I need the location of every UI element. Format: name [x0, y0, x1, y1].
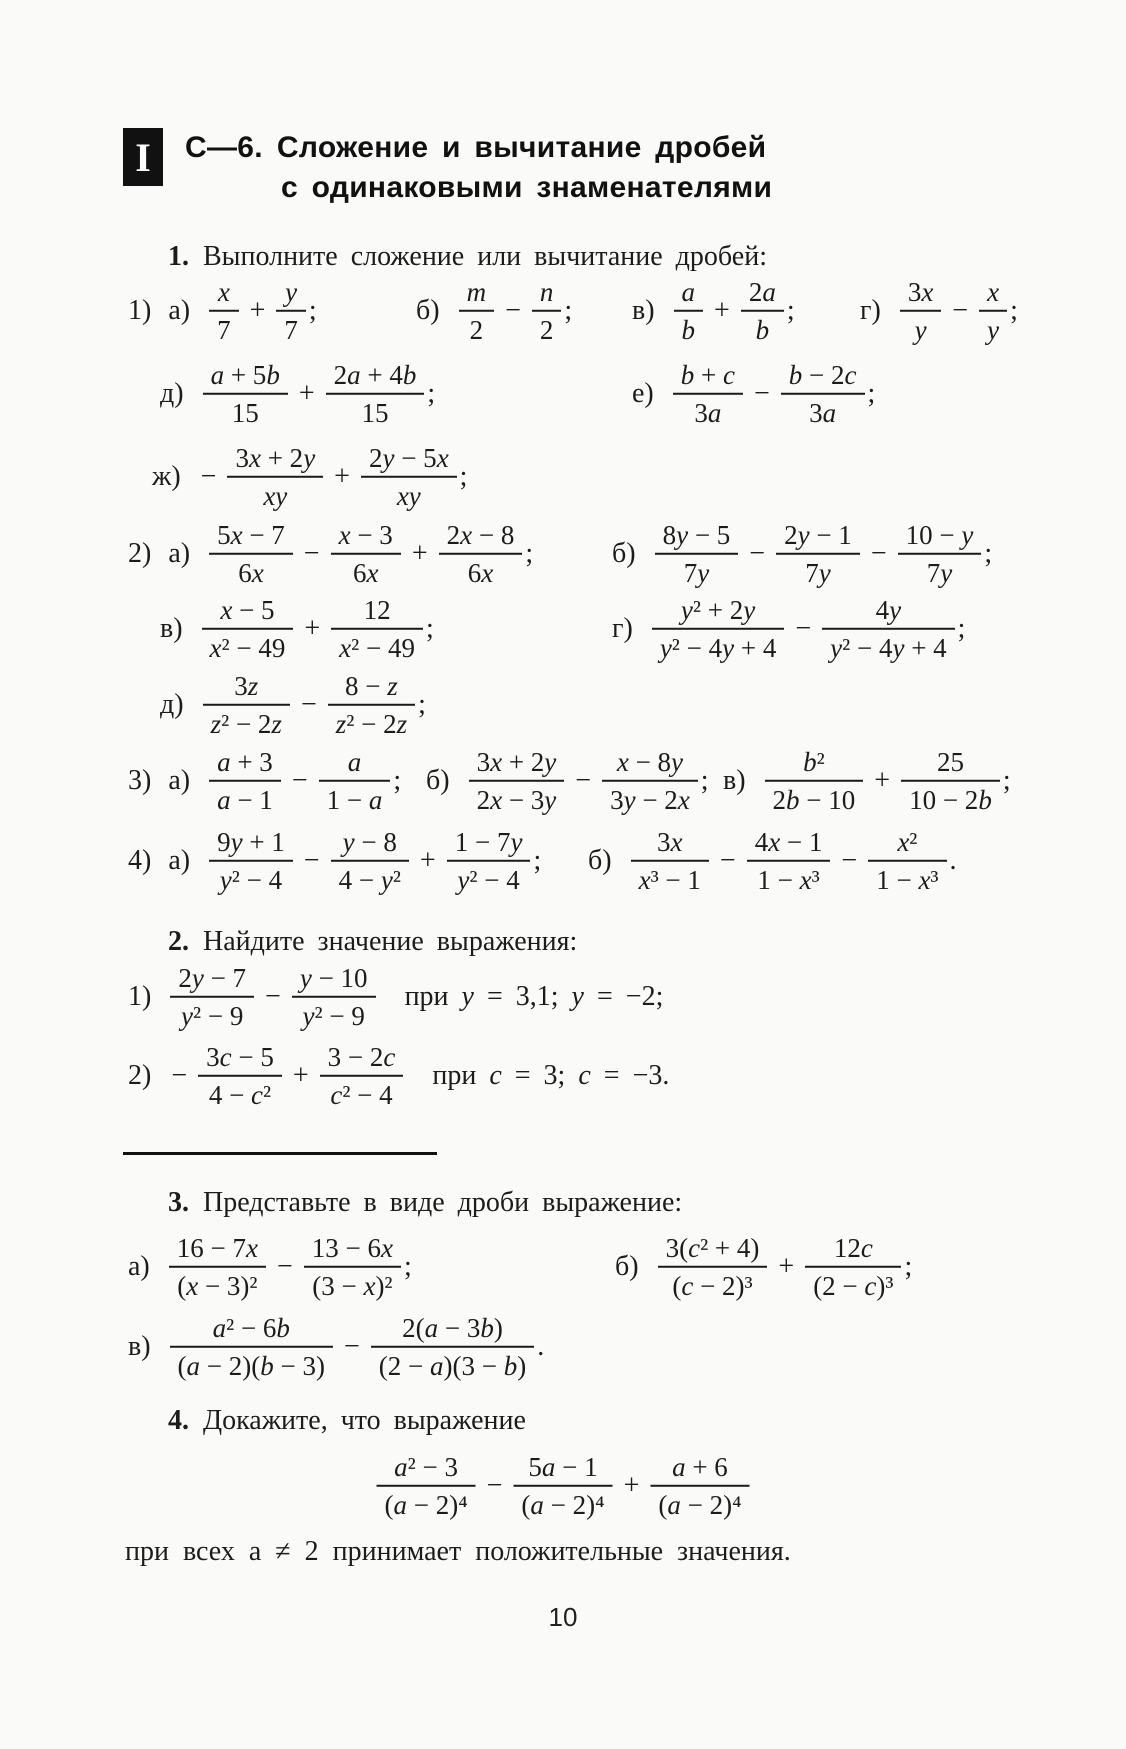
item-1-2g: г) $\frac{\text{y² + 2y}}{\text{y² − 4y + 4}}$ − $\frac{4y}{\text{y² − 4y + 4}}$ ; [612, 594, 966, 663]
item-2-1: 1) $\frac{2y - 7}{\text{y² − 9}}$ − $\frac{y - 10}{\text{y² − 9}}$ при y = 3,1; y = −2; [128, 962, 664, 1031]
p2-line-2 [0, 1036, 1126, 1116]
item-2-2: 2) − $\frac{3c - 5}{\text{4 − c²}}$ + $\frac{3 - 2c}{\text{c² − 4}}$ при c = 3; c = −3. [128, 1041, 670, 1110]
item-1-1e: е) $\frac{b + c}{3a}$ − $\frac{b - 2c}{3a}$ ; [632, 359, 876, 428]
p4-expression-line [0, 1443, 1126, 1529]
problem-2-heading [168, 925, 577, 959]
problem-3-intro: Представьте в виде дроби выражение: [203, 1187, 683, 1218]
section-title-line1 [185, 128, 772, 168]
p1-line-4 [0, 515, 1126, 593]
variant-marker [123, 128, 163, 186]
item-1-3a: 3) а) $\frac{a + 3}{a - 1}$ − $\frac{a}{1 - a}$ ; [128, 746, 402, 815]
item-1-4a: 4) а) $\frac{9y + 1}{\text{y² − 4}}$ − $\frac{y - 8}{\text{4 − y²}}$ + $\frac{1 - 7y}{\text{y² − 4}}$ ; [128, 826, 542, 895]
item-1-3v: в) $\frac{\text{b²}}{2b - 10}$ + $\frac{25}{10 - 2b}$ ; [723, 746, 1011, 815]
problem-1-intro: Выполните сложение или вычитание дробей: [203, 241, 767, 272]
section-title-line2: с одинаковыми знаменателями [281, 171, 773, 204]
problem-2-intro: Найдите значение выражения: [203, 926, 578, 957]
problem-2-number: 2. [168, 926, 189, 957]
item-3-a: а) $\frac{16 - 7x}{\text{(x − 3)²}}$ − $\frac{13 - 6x}{\text{(3 − x)²}}$ ; [128, 1232, 412, 1301]
problem-4-intro: Докажите, что выражение [203, 1405, 526, 1436]
p1-line-6 [0, 665, 1126, 745]
item-1-1d: д) $\frac{a + 5b}{15}$ + $\frac{2a + 4b}{15}$ ; [160, 359, 436, 428]
p1-line-2 [0, 355, 1126, 433]
p3-line-2 [0, 1305, 1126, 1389]
item-1-1v: в) $\frac{a}{b}$ + $\frac{2a}{b}$ ; [632, 276, 795, 345]
item-1-3b: б) $\frac{3x + 2y}{2x - 3y}$ − $\frac{x - 8y}{3y - 2x}$ ; [426, 746, 709, 815]
variant-separator-line [123, 1152, 437, 1155]
p1-line-8 [0, 820, 1126, 902]
item-1-2d: д) $\frac{3z}{\text{z² − 2z}}$ − $\frac{8 - z}{\text{z² − 2z}}$ ; [160, 670, 426, 739]
problem-1-heading [168, 240, 767, 274]
item-3-b: б) $\frac{\text{3(c² + 4)}}{\text{(c − 2)³}}$ + $\frac{12c}{\text{(2 − c)³}}$ ; [615, 1232, 913, 1301]
p3-line-1 [0, 1225, 1126, 1309]
problem-4-heading [168, 1404, 526, 1438]
item-1-2v: в) $\frac{x - 5}{\text{x² − 49}}$ + $\frac{12}{\text{x² − 49}}$ ; [160, 594, 434, 663]
p1-line-5 [0, 589, 1126, 669]
problem-3-number: 3. [168, 1187, 189, 1218]
problem-4-outro: при всех a ≠ 2 принимает положительные значения. [125, 1536, 791, 1567]
section-title-text: Сложение и вычитание дробей [276, 131, 767, 164]
p1-line-3 [0, 438, 1126, 516]
item-1-1b: б) $\frac{m}{2}$ − $\frac{n}{2}$ ; [416, 276, 573, 345]
variant-number: I [135, 134, 151, 180]
item-1-2b: б) $\frac{8y - 5}{7y}$ − $\frac{2y - 1}{7y}$ − $\frac{10 - y}{7y}$ ; [612, 519, 993, 588]
p2-line-1 [0, 958, 1126, 1036]
problem-3-heading [168, 1186, 682, 1220]
item-1-4b: б) $\frac{3x}{\text{x³ − 1}}$ − $\frac{4x - 1}{\text{1 − x³}}$ − $\frac{\text{x²}}{\text{1 − x³}}$ . [588, 826, 957, 895]
item-1-2a: 2) а) $\frac{5x - 7}{6x}$ − $\frac{x - 3}{6x}$ + $\frac{2x - 8}{6x}$ ; [128, 519, 534, 588]
section-header [123, 128, 772, 208]
section-code: С—6. [185, 131, 263, 164]
p1-line-1 [0, 272, 1126, 350]
item-1-1zh: ж) − $\frac{3x + 2y}{xy}$ + $\frac{2y - 5x}{xy}$ ; [152, 442, 468, 511]
problem-4-number: 4. [168, 1405, 189, 1436]
item-3-v: в) $\frac{\text{a² − 6b}}{(a - 2)(b - 3)}$ − $\frac{2(a - 3b)}{(2 - a)(3 - b)}$ . [128, 1312, 545, 1381]
item-1-1a: 1) а) $\frac{x}{7}$ + $\frac{y}{7}$ ; [128, 276, 317, 345]
item-1-1g: г) $\frac{3x}{y}$ − $\frac{x}{y}$ ; [860, 276, 1018, 345]
problem-1-number: 1. [168, 241, 189, 272]
page-number: 10 [548, 1602, 578, 1632]
item-4-expression: $\frac{\text{a² − 3}}{\text{(a − 2)⁴}}$ − $\frac{5a - 1}{\text{(a − 2)⁴}}$ + $\frac{a + 6}{\text{(a − 2)⁴}}$ [371, 1452, 754, 1520]
section-title [185, 128, 772, 208]
p1-line-7 [0, 741, 1126, 821]
